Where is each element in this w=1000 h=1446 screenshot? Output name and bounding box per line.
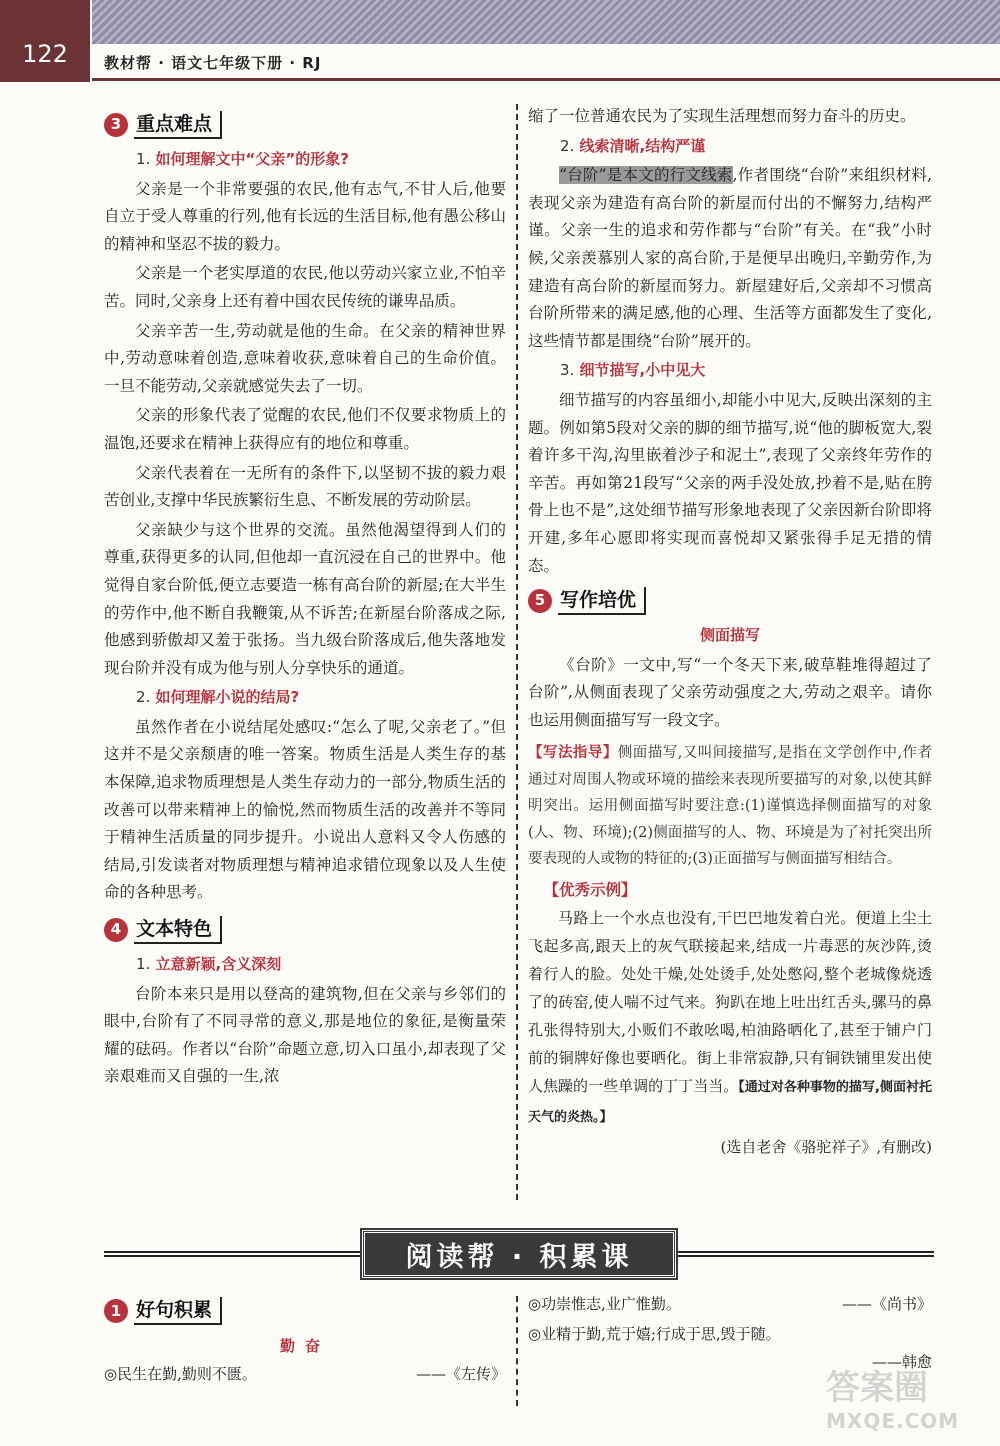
section-number-badge: 4 (104, 918, 128, 942)
sample-note: 【通过对各种事物的描写,侧面衬托天气的炎热。】 (528, 1080, 932, 1126)
writing-guide: 【写法指导】侧面描写,又叫间接描写,是指在文学创作中,作者通过对周围人物或环境的描绘来表现所要描写的对象,以使其鲜明突出。运用侧面描写时要注意:(1)谨慎选择侧面描写的对象(人、物、环境);(2)侧面描写的人、物、环境是为了衬托突出所要表现的人或物的特征的;(3)正面描写与侧面描写相结合。 (528, 745, 933, 868)
paragraph: “台阶”是本文的行文线索,作者围绕“台阶”来组织材料,表现父亲为建造有高台阶的新屋而付出的不懈努力,结构严谨。父亲一生的追求和劳作都与“台阶”有关。在“我”小时候,父亲羡慕别人家的高台阶,于是便早出晚归,辛勤劳作,为建造有高台阶的新屋而努力。新屋建好后,父亲却不习惯高台阶所带来的满足感,他的心理、生活等方面都发生了变化,这些情节都是围绕“台阶”展开的。 (528, 166, 932, 350)
book-title: 教材帮 · 语文七年级下册 · RJ (104, 54, 322, 72)
highlighted-text: “台阶”是本文的行文线索 (559, 166, 733, 185)
watermark (826, 1360, 996, 1444)
paragraph-continued: 缩了一位普通农民为了实现生活理想而努力奋斗的历史。 (528, 107, 916, 125)
paragraph: 细节描写的内容虽细小,却能小中见大,反映出深刻的主题。例如第5段对父亲的脚的细节描写,说“他的脚板宽大,裂着许多干沟,沟里嵌着沙子和泥土”,表现了父亲终年劳作的辛苦。再如第21段写“父亲的两手没处放,抄着不是,贴在胯骨上也不是”,这处细节描写形象地表现了父亲因新台阶即将开建,多年心愿即将实现而喜悦却又紧张得手足无措的情态。 (528, 390, 932, 575)
header-rule (92, 78, 1000, 81)
question-2: 2. 如何理解小说的结局? (136, 688, 300, 707)
banner-rule-left (104, 1251, 360, 1257)
watermark-logo: 答案圈 (826, 1368, 928, 1408)
question-1: 1. 如何理解文中“父亲”的形象? (136, 150, 349, 168)
feature-3-title: 3. 细节描写,小中见大 (560, 361, 706, 380)
paragraph: 父亲缺少与这个世界的交流。虽然他渴望得到人们的尊重,获得更多的认同,但他却一直沉浸在自己的世界中。他觉得自家台阶低,便立志要造一栋有高台阶的新屋;在大半生的劳作中,他不断自我鞭策,从不诉苦;在新屋台阶落成之际,他感到骄傲却又羞于张扬。当九级台阶落成后,他失落地发现台阶并没有成为他与别人分享快乐的通道。 (104, 520, 506, 677)
paragraph: 虽然作者在小说结尾处感叹:“怎么了呢,父亲老了。”但这并不是父亲颓唐的唯一答案。物质生活是人类生存的基本保障,追求物质理想是人类生存动力的一部分,物质生活的改善可以带来精神上的愉悦,然而物质生活的改善并不等同于精神生活质量的同步提升。小说出人意料又令人伤感的结局,引发读者对物质理想与精神追求错位现象以及人生使命的各种思考。 (104, 717, 506, 902)
quote-item: ◎民生在勤,勤则不匮。 ——《左传》 (104, 1365, 506, 1383)
paragraph: 台阶本来只是用以登高的建筑物,但在父亲与乡邻们的眼中,台阶有了不同寻常的意义,那是地位的象征,是衡量荣耀的砝码。作者以“台阶”命题立意,切入口虽小,却表现了父亲艰难而又自强的一生,浓 (104, 984, 506, 1086)
paragraph: 父亲的形象代表了觉醒的农民,他们不仅要求物质上的温饱,还要求在精神上获得应有的地位和尊重。 (104, 406, 506, 452)
column-divider (516, 1296, 518, 1406)
paragraph: 父亲代表着在一无所有的条件下,以坚韧不拔的毅力艰苦创业,支撑中华民族繁衍生息、不断发展的劳动阶层。 (104, 463, 506, 510)
keyword-title: 勤奋 (279, 1337, 330, 1355)
section-number-badge: 3 (104, 113, 128, 137)
section-title: 文本特色 (134, 916, 222, 944)
section-heading-writing (528, 586, 932, 616)
quote-item: ◎业精于勤,荒于嬉;行成于思,毁于随。 (528, 1325, 781, 1343)
section-title: 写作培优 (558, 587, 646, 615)
page-header (0, 0, 1000, 82)
section-heading-text-features (104, 915, 506, 945)
section-heading-key-points (104, 110, 506, 140)
left-column (104, 106, 506, 1091)
banner-title: 阅读帮 · 积累课 (362, 1230, 676, 1278)
feature-2-title: 2. 线索清晰,结构严谨 (560, 136, 706, 155)
header-pattern-band (92, 0, 1000, 44)
paragraph: 父亲是一个非常要强的农民,他有志气,不甘人后,他要自立于受人尊重的行列,他有长远的生活目标,他有愚公移山的精神和坚忍不拔的毅力。 (104, 179, 506, 253)
quote-author: ——韩愈 (871, 1353, 932, 1371)
banner-rule-right (678, 1251, 934, 1257)
paragraph: 父亲是一个老实厚道的农民,他以劳动兴家立业,不怕辛苦。同时,父亲身上还有着中国农民传统的谦卑品质。 (104, 264, 506, 310)
section-title: 好句积累 (134, 1297, 222, 1325)
quote-item: ◎功崇惟志,业广惟勤。 ——《尚书》 (528, 1295, 932, 1313)
accumulation-left (104, 1292, 506, 1388)
section-heading-good-sentences (104, 1296, 506, 1326)
section-title: 重点难点 (134, 111, 222, 139)
page-number: 122 (22, 40, 68, 68)
feature-1-title: 1. 立意新颖,含义深刻 (136, 955, 282, 974)
paragraph: 父亲辛苦一生,劳动就是他的生命。在父亲的精神世界中,劳动意味着创造,意味着收获,意味着自己的生命价值。一旦不能劳动,父亲就感觉失去了一切。 (104, 321, 506, 395)
source-citation: (选自老舍《骆驼祥子》,有删改) (720, 1138, 932, 1157)
writing-topic-title: 侧面描写 (699, 626, 760, 645)
column-divider (516, 104, 518, 1200)
page-number-box (0, 0, 90, 82)
writing-prompt: 《台阶》一文中,写“一个冬天下来,破草鞋堆得超过了台阶”,从侧面表现了父亲劳动强度之大,劳动之艰辛。请你也运用侧面描写写一段文字。 (528, 655, 932, 729)
guide-tag: 【写法指导】 (528, 745, 618, 762)
watermark-url: MXQE.COM (826, 1409, 960, 1433)
sample-text: 马路上一个水点也没有,干巴巴地发着白光。便道上尘土飞起多高,跟天上的灰气联接起来,结成一片毒恶的灰沙阵,烫着行人的脸。处处干燥,处处烫手,处处憋闷,整个老城像烧透了的砖窑,使人喘不过气来。狗趴在地上吐出红舌头,骡马的鼻孔张得特别大,小贩们不敢吆喝,柏油路晒化了,甚至于铺户门前的铜牌好像也要晒化。街上非常寂静,只有铜铁铺里发出使人焦躁的一些单调的丁丁当当。【通过对各种事物的描写,侧面衬托天气的炎热。】 (528, 909, 932, 1126)
right-column (528, 103, 932, 1162)
sample-tag-line: 【优秀示例】 (543, 880, 637, 899)
reading-banner (104, 1230, 934, 1278)
section-number-badge: 5 (528, 589, 552, 613)
section-number-badge: 1 (104, 1299, 128, 1323)
